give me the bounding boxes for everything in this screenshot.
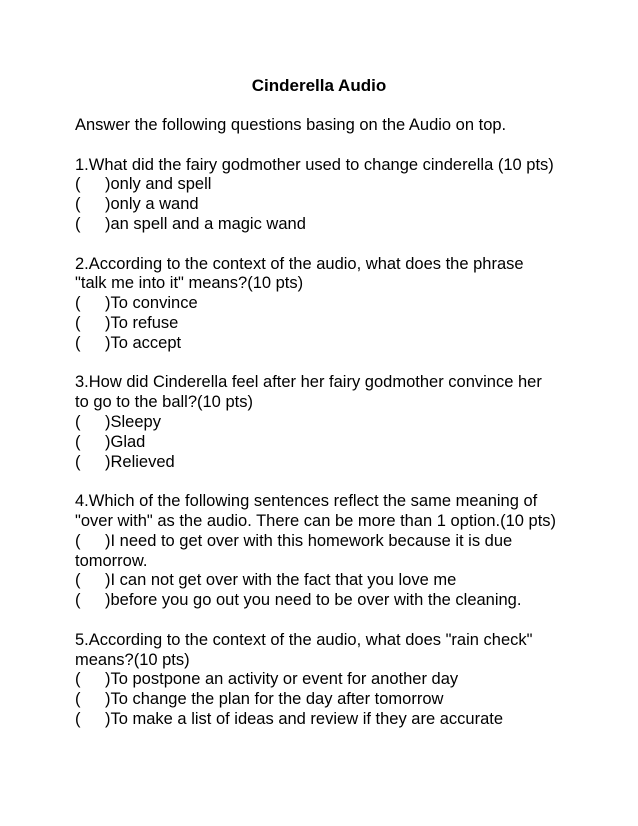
option-label: )To refuse [105, 313, 179, 332]
answer-blank[interactable]: ( [75, 313, 81, 332]
answer-blank[interactable]: ( [75, 591, 81, 610]
spacer [75, 354, 595, 374]
question-5-option-a[interactable] [75, 670, 595, 690]
question-2-option-b[interactable] [75, 314, 595, 334]
option-label: )I can not get over with the fact that you love me [105, 571, 457, 590]
question-5-option-b[interactable] [75, 690, 595, 710]
answer-blank[interactable]: ( [75, 709, 81, 728]
answer-blank[interactable]: ( [75, 690, 81, 709]
option-label: )To change the plan for the day after tomorrow [105, 690, 444, 709]
option-label: )before you go out you need to be over with the cleaning. [105, 591, 522, 610]
answer-blank[interactable]: ( [75, 452, 81, 471]
option-label: )To postpone an activity or event for another day [105, 670, 459, 689]
question-4-option-b[interactable] [75, 571, 595, 591]
question-2-text-line-1: 2.According to the context of the audio, what does the phrase [75, 254, 524, 273]
spacer [75, 611, 595, 631]
question-5-text-line-2: means?(10 pts) [75, 650, 190, 669]
option-label: )only and spell [105, 175, 212, 194]
question-4-option-a-continuation: tomorrow. [75, 551, 148, 570]
question-5 [75, 631, 595, 730]
answer-blank[interactable]: ( [75, 571, 81, 590]
question-4-text-line-2: "over with" as the audio. There can be more than 1 option.(10 pts) [75, 511, 557, 530]
question-3-option-c[interactable] [75, 453, 595, 473]
question-3-option-a[interactable] [75, 413, 595, 433]
spacer [75, 136, 595, 156]
question-2-option-c[interactable] [75, 334, 595, 354]
question-4 [75, 492, 595, 611]
question-2-option-a[interactable] [75, 294, 595, 314]
question-3-option-b[interactable] [75, 433, 595, 453]
option-label: )I need to get over with this homework because it is due [105, 531, 513, 550]
instructions: Answer the following questions basing on the Audio on top. [75, 116, 507, 134]
option-label: )only a wand [105, 195, 199, 214]
question-5-text-line-1: 5.According to the context of the audio, what does "rain check" [75, 630, 533, 649]
page-title: Cinderella Audio [251, 76, 387, 95]
question-4-text-line-1: 4.Which of the following sentences reflect the same meaning of [75, 492, 538, 511]
worksheet-content [75, 116, 595, 730]
question-2 [75, 255, 595, 354]
option-label: )To convince [105, 294, 198, 313]
question-2-text-line-2: "talk me into it" means?(10 pts) [75, 274, 304, 293]
question-3-text-line-1: 3.How did Cinderella feel after her fairy godmother convince her [75, 373, 542, 392]
question-1-option-b[interactable] [75, 195, 595, 215]
spacer [75, 235, 595, 255]
answer-blank[interactable]: ( [75, 195, 81, 214]
option-label: )Glad [105, 432, 146, 451]
option-label: )an spell and a magic wand [105, 214, 306, 233]
answer-blank[interactable]: ( [75, 333, 81, 352]
question-4-option-c[interactable] [75, 591, 595, 611]
question-1-option-c[interactable] [75, 215, 595, 235]
option-label: )To make a list of ideas and review if they are accurate [105, 709, 504, 728]
spacer [75, 472, 595, 492]
question-5-option-c[interactable] [75, 710, 595, 730]
answer-blank[interactable]: ( [75, 670, 81, 689]
question-1-option-a[interactable] [75, 175, 595, 195]
question-1-text-line-1: 1.What did the fairy godmother used to change cinderella (10 pts) [75, 155, 554, 174]
option-label: )Sleepy [105, 412, 161, 431]
answer-blank[interactable]: ( [75, 294, 81, 313]
answer-blank[interactable]: ( [75, 214, 81, 233]
answer-blank[interactable]: ( [75, 531, 81, 550]
answer-blank[interactable]: ( [75, 412, 81, 431]
option-label: )Relieved [105, 452, 175, 471]
question-3 [75, 373, 595, 472]
question-3-text-line-2: to go to the ball?(10 pts) [75, 393, 253, 412]
answer-blank[interactable]: ( [75, 175, 81, 194]
option-label: )To accept [105, 333, 182, 352]
question-4-option-a[interactable] [75, 532, 595, 552]
answer-blank[interactable]: ( [75, 432, 81, 451]
question-1 [75, 156, 595, 235]
